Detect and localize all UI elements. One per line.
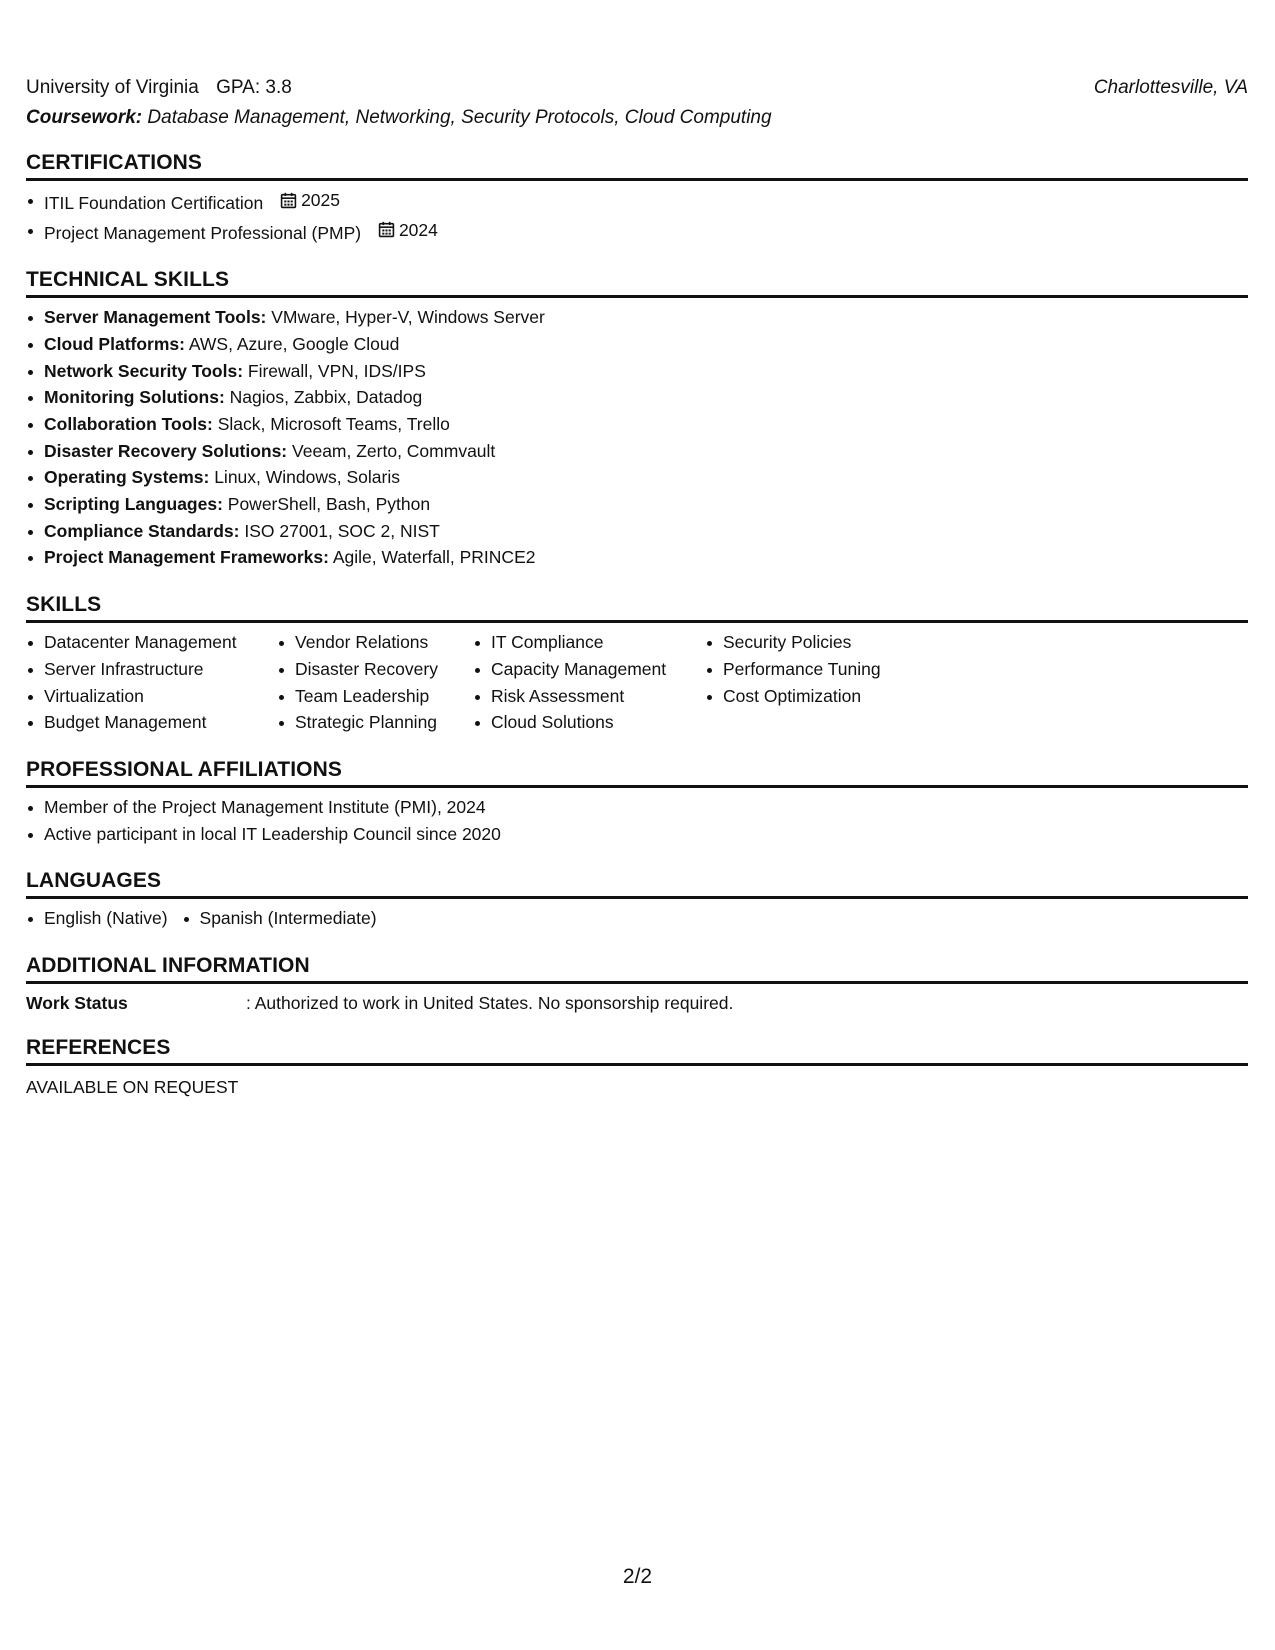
skill-values: VMware, Hyper-V, Windows Server — [271, 307, 545, 328]
skill-item: Virtualization — [26, 683, 277, 710]
skill-item: Cloud Solutions — [473, 709, 705, 736]
skill-item: Budget Management — [26, 709, 277, 736]
technical-skill-item — [26, 411, 1248, 438]
language-item: Spanish (Intermediate) — [182, 905, 377, 932]
skill-item: Risk Assessment — [473, 683, 705, 710]
section-title-technical-skills: TECHNICAL SKILLS — [26, 268, 1248, 298]
certification-year: 2024 — [398, 219, 438, 240]
skill-item: Disaster Recovery — [277, 656, 473, 683]
section-title-languages: LANGUAGES — [26, 869, 1248, 899]
skill-item: Team Leadership — [277, 683, 473, 710]
section-title-affiliations: PROFESSIONAL AFFILIATIONS — [26, 758, 1248, 788]
skill-values: Nagios, Zabbix, Datadog — [229, 387, 423, 408]
skill-item: Cost Optimization — [705, 683, 945, 710]
technical-skill-item — [26, 331, 1248, 358]
skill-category: Collaboration Tools: — [44, 413, 213, 434]
skill-values: AWS, Azure, Google Cloud — [188, 333, 400, 354]
work-status-value: : Authorized to work in United States. No sponsorship required. — [246, 993, 734, 1014]
skill-category: Scripting Languages: — [44, 494, 223, 515]
coursework-label: Coursework: — [26, 107, 143, 128]
skills-column — [277, 629, 473, 736]
section-title-skills: SKILLS — [26, 593, 1248, 623]
skill-item: Performance Tuning — [705, 656, 945, 683]
section-title-additional-info: ADDITIONAL INFORMATION — [26, 954, 1248, 984]
skill-values: PowerShell, Bash, Python — [227, 494, 431, 515]
skill-item: Capacity Management — [473, 656, 705, 683]
technical-skill-item — [26, 491, 1248, 518]
skills-column — [26, 629, 277, 736]
certifications-list — [26, 187, 1248, 246]
coursework — [26, 107, 1248, 129]
calendar-icon — [378, 221, 395, 238]
skill-item: Security Policies — [705, 629, 945, 656]
skill-item: Strategic Planning — [277, 709, 473, 736]
technical-skill-item — [26, 544, 1248, 571]
technical-skill-item — [26, 438, 1248, 465]
skill-category: Project Management Frameworks: — [44, 547, 329, 568]
skills-grid — [26, 629, 1248, 736]
technical-skill-item — [26, 384, 1248, 411]
skill-values: Linux, Windows, Solaris — [214, 467, 400, 488]
skill-category: Compliance Standards: — [44, 520, 240, 541]
affiliation-item: Member of the Project Management Institute (PMI), 2024 — [26, 794, 1248, 821]
skill-category: Monitoring Solutions: — [44, 387, 225, 408]
technical-skill-item — [26, 464, 1248, 491]
skill-category: Operating Systems: — [44, 467, 210, 488]
skill-values: Veeam, Zerto, Commvault — [292, 440, 496, 461]
coursework-list: Database Management, Networking, Security Protocols, Cloud Computing — [147, 107, 772, 128]
affiliations-list — [26, 794, 1248, 847]
skill-item: Datacenter Management — [26, 629, 277, 656]
school-location: Charlottesville, VA — [1093, 77, 1248, 98]
certification-item — [26, 187, 1248, 217]
work-status-row — [26, 992, 1248, 1014]
references-text: AVAILABLE ON REQUEST — [26, 1077, 239, 1098]
section-title-references: REFERENCES — [26, 1036, 1248, 1066]
languages-row — [26, 905, 1248, 932]
certification-item — [26, 217, 1248, 247]
certification-name: ITIL Foundation Certification — [44, 192, 264, 213]
technical-skill-item — [26, 358, 1248, 385]
skill-category: Server Management Tools: — [44, 307, 267, 328]
skill-item: Vendor Relations — [277, 629, 473, 656]
page-number: 2/2 — [622, 1565, 653, 1588]
technical-skill-item — [26, 304, 1248, 331]
work-status-label: Work Status — [26, 993, 128, 1014]
skill-item: Server Infrastructure — [26, 656, 277, 683]
skills-column — [705, 629, 945, 736]
skill-category: Disaster Recovery Solutions: — [44, 440, 288, 461]
technical-skill-item — [26, 518, 1248, 545]
language-item: English (Native) — [26, 905, 168, 932]
resume-page — [26, 77, 1248, 1098]
section-title-certifications: CERTIFICATIONS — [26, 151, 1248, 181]
school-name: University of Virginia — [26, 77, 199, 98]
skill-values: ISO 27001, SOC 2, NIST — [244, 520, 440, 541]
skill-category: Cloud Platforms: — [44, 333, 185, 354]
skill-values: Firewall, VPN, IDS/IPS — [247, 360, 426, 381]
gpa: GPA: 3.8 — [216, 77, 292, 98]
affiliation-item: Active participant in local IT Leadership Council since 2020 — [26, 821, 1248, 848]
education-row — [26, 77, 1248, 99]
skill-item: IT Compliance — [473, 629, 705, 656]
calendar-icon — [280, 192, 297, 209]
certification-year: 2025 — [301, 190, 340, 210]
skill-category: Network Security Tools: — [44, 360, 244, 381]
skill-values: Slack, Microsoft Teams, Trello — [217, 413, 450, 434]
certification-name: Project Management Professional (PMP) — [44, 222, 362, 243]
skills-column — [473, 629, 705, 736]
skill-values: Agile, Waterfall, PRINCE2 — [332, 547, 536, 568]
technical-skills-list — [26, 304, 1248, 571]
